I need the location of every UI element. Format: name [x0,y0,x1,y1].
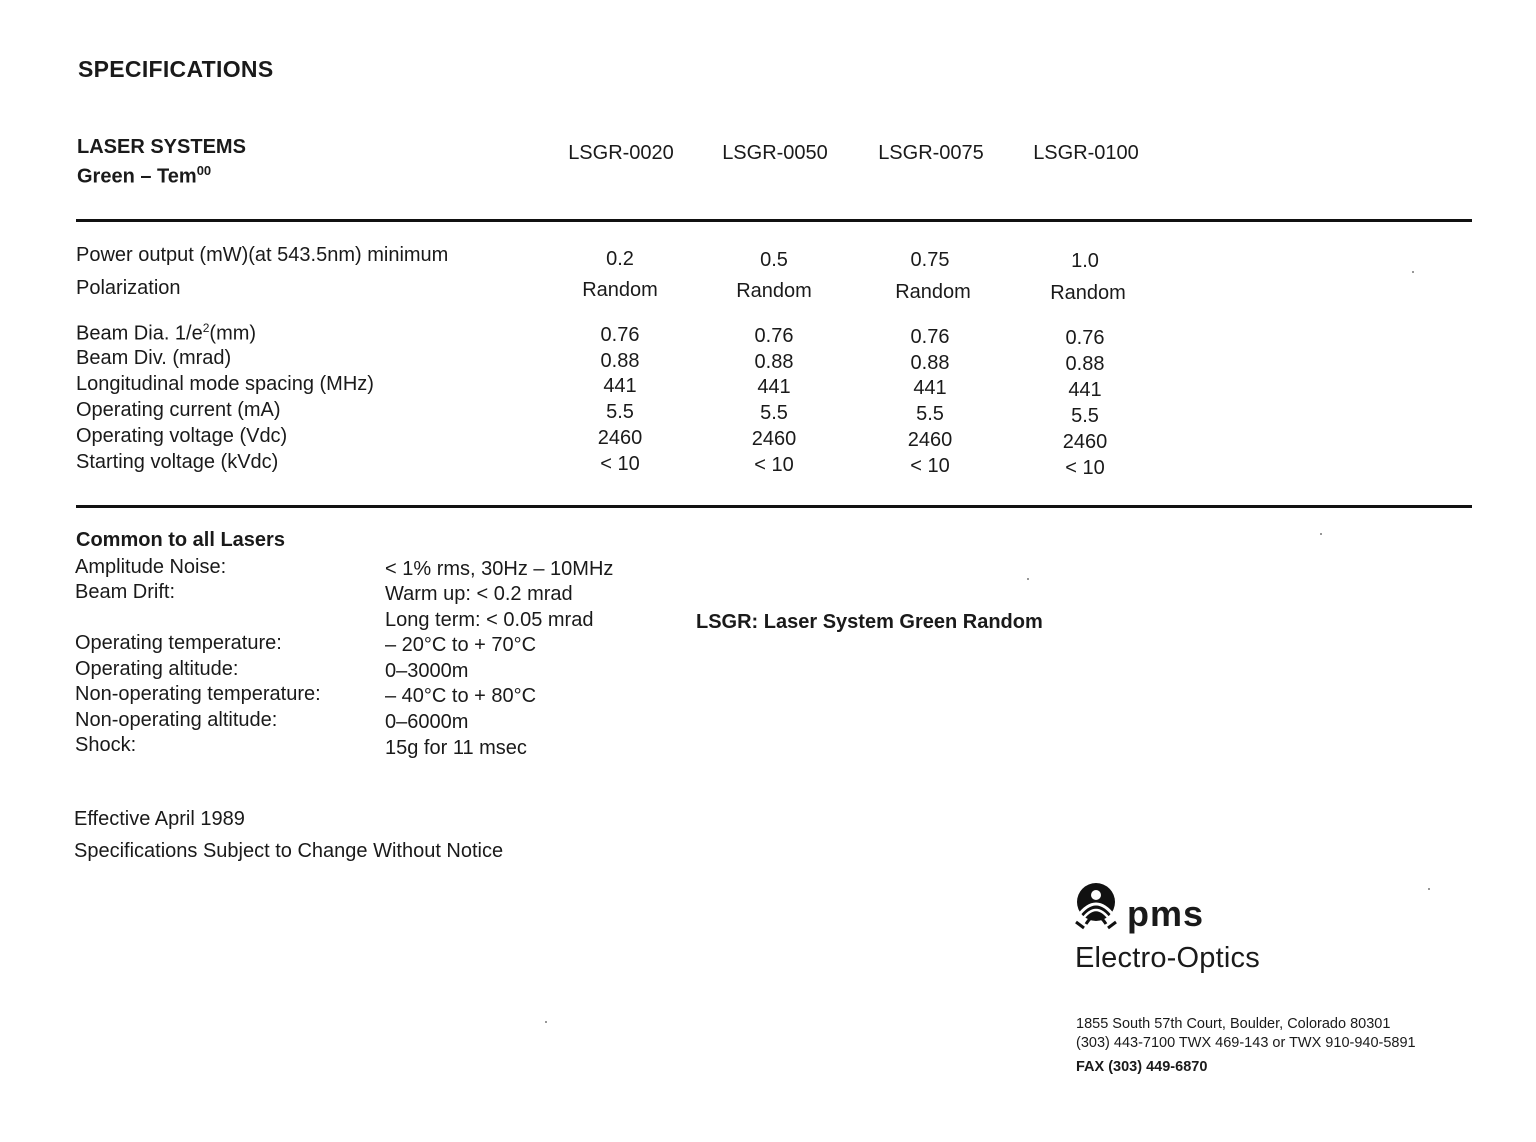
common-value-shock: 15g for 11 msec [385,737,527,759]
pms-emblem-icon [1070,882,1122,930]
cell-dia-0100: 0.76 [1065,327,1105,349]
common-value-beam-drift-warmup: Warm up: < 0.2 mrad [385,583,573,605]
company-division: Electro-Optics [1075,942,1260,974]
effective-date: Effective April 1989 [74,808,245,830]
scan-speck [1027,578,1029,580]
subsection-superscript: 00 [196,163,212,178]
cell-voltage-0050: 2460 [751,428,797,450]
subsection-text: Green – Tem [77,165,197,188]
subsection-label [77,163,211,189]
model-header-0050: LSGR-0050 [722,142,828,164]
common-label-amplitude-noise: Amplitude Noise: [75,556,227,578]
table-bottom-rule [76,505,1472,508]
company-address: 1855 South 57th Court, Boulder, Colorado 80301 [1076,1016,1391,1032]
cell-dia-0075: 0.76 [910,326,950,348]
cell-mode-0100: 441 [1068,379,1102,401]
common-label-shock: Shock: [75,734,137,756]
lsgr-legend: LSGR: Laser System Green Random [696,611,1043,633]
common-value-beam-drift-longterm: Long term: < 0.05 mrad [385,609,594,631]
cell-power-0050: 0.5 [760,249,788,271]
pms-logo-mark [1070,882,1122,935]
cell-current-0050: 5.5 [760,402,788,424]
cell-div-0075: 0.88 [910,352,950,374]
cell-mode-0075: 441 [913,377,947,399]
company-fax: FAX (303) 449-6870 [1076,1059,1208,1075]
cell-dia-0020: 0.76 [600,324,640,346]
cell-pol-0075: Random [895,281,971,303]
cell-div-0050: 0.88 [754,351,794,373]
cell-current-0075: 5.5 [916,403,944,425]
cell-pol-0100: Random [1050,282,1126,304]
change-notice: Specifications Subject to Change Without Notice [74,840,504,862]
cell-start-0050: < 10 [754,454,794,476]
page-title: SPECIFICATIONS [78,56,274,82]
cell-div-0100: 0.88 [1065,353,1105,375]
cell-mode-0050: 441 [757,376,791,398]
beam-dia-label-pre: Beam Dia. 1/e [76,322,203,345]
scan-speck [1412,271,1414,273]
row-label-current: Operating current (mA) [76,399,281,421]
cell-current-0020: 5.5 [606,401,634,423]
common-value-op-altitude: 0–3000m [385,660,469,682]
row-label-power: Power output (mW)(at 543.5nm) minimum [76,244,449,266]
row-label-mode-spacing: Longitudinal mode spacing (MHz) [76,373,374,395]
common-label-beam-drift: Beam Drift: [75,581,176,603]
model-header-0075: LSGR-0075 [878,142,984,164]
common-value-amplitude-noise: < 1% rms, 30Hz – 10MHz [385,558,614,580]
cell-voltage-0020: 2460 [597,427,643,449]
cell-voltage-0075: 2460 [907,429,953,451]
common-label-nonop-altitude: Non-operating altitude: [75,709,278,731]
common-section-title: Common to all Lasers [76,529,285,551]
beam-dia-label-sup: 2 [202,321,210,335]
common-label-nonop-temp: Non-operating temperature: [75,683,321,705]
row-label-beam-dia [76,321,256,346]
model-header-0020: LSGR-0020 [568,142,674,164]
beam-dia-label-post: (mm) [209,322,257,345]
common-value-nonop-altitude: 0–6000m [385,711,469,733]
row-label-beam-div: Beam Div. (mrad) [76,347,232,369]
cell-start-0075: < 10 [910,455,950,477]
cell-power-0020: 0.2 [606,248,634,270]
scan-speck [1320,533,1322,535]
cell-current-0100: 5.5 [1071,405,1099,427]
row-label-starting-voltage: Starting voltage (kVdc) [76,451,279,473]
scan-speck [1428,888,1430,890]
common-value-nonop-temp: – 40°C to + 80°C [385,685,537,707]
scan-speck [545,1021,547,1023]
cell-dia-0050: 0.76 [754,325,794,347]
cell-pol-0050: Random [736,280,812,302]
common-label-op-temp: Operating temperature: [75,632,282,654]
section-label: LASER SYSTEMS [77,136,246,158]
row-label-polarization: Polarization [76,277,181,299]
cell-start-0100: < 10 [1065,457,1105,479]
row-label-voltage: Operating voltage (Vdc) [76,425,288,447]
cell-div-0020: 0.88 [600,350,640,372]
cell-power-0075: 0.75 [910,249,950,271]
common-value-op-temp: – 20°C to + 70°C [385,634,537,656]
cell-mode-0020: 441 [603,375,637,397]
cell-pol-0020: Random [582,279,658,301]
company-logo-text: pms [1127,893,1205,934]
cell-power-0100: 1.0 [1071,250,1099,272]
cell-voltage-0100: 2460 [1062,431,1108,453]
table-top-rule [76,219,1472,222]
cell-start-0020: < 10 [600,453,640,475]
model-header-0100: LSGR-0100 [1033,142,1139,164]
common-label-op-altitude: Operating altitude: [75,658,239,680]
company-phone: (303) 443-7100 TWX 469-143 or TWX 910-940-5891 [1076,1035,1416,1051]
